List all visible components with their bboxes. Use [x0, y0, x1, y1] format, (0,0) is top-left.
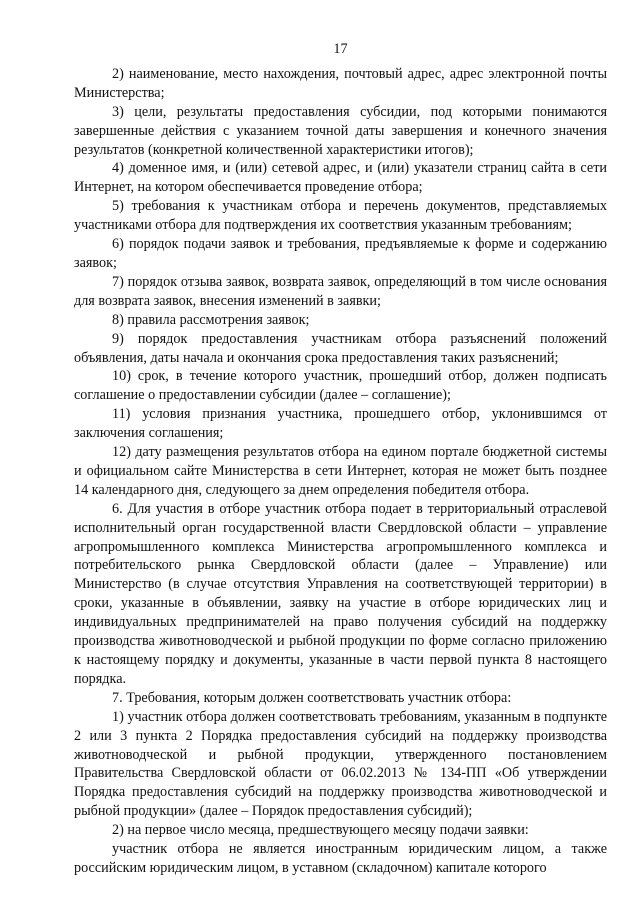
- paragraph-item-11: 11) условия признания участника, прошедшего отбор, уклонившимся от заключения соглашения;: [74, 406, 607, 442]
- paragraph-item-6: 6) порядок подачи заявок и требования, предъявляемые к форме и содержанию заявок;: [74, 236, 607, 271]
- paragraph-item-9: 9) порядок предоставления участникам отбора разъяснений положений объявления, даты начала и окончания срока предоставления таких разъяснений;: [74, 330, 607, 366]
- paragraph-item-4: 4) доменное имя, и (или) сетевой адрес, и (или) указатели страниц сайта в сети Интернет, на котором обеспечивается проведение отбора;: [74, 160, 607, 196]
- paragraph-item-10: 10) срок, в течение которого участник, прошедший отбор, должен подписать соглашение о предоставлении субсидии (далее – соглашение);: [74, 368, 607, 404]
- paragraph-item-2: 2) наименование, место нахождения, почтовый адрес, адрес электронной почты Министерства;: [74, 65, 607, 101]
- paragraph-item-3: 3) цели, результаты предоставления субсидии, под которыми понимаются завершенные действия с указанием точной даты завершения и конечного значения результатов (конкретной количественной характеристики итогов);: [74, 103, 607, 158]
- paragraph-item-12: 12) дату размещения результатов отбора на едином портале бюджетной системы и официальном сайте Министерства в сети Интернет, которая не может быть позднее 14 календарного дня, следующего за днем определения победителя отбора.: [74, 444, 607, 498]
- paragraph-point-6: 6. Для участия в отборе участник отбора подает в территориальный отраслевой исполнительный орган государственной власти Свердловской области – управление агропромышленного комплекса Министерства агропромышленного комплекса и потребительского рынка Свердловской области (далее – Управление) или Министерство (в случае отсутствия Управления на соответствующей территории) в сроки, указанные в объявлении, заявку на участие в отборе юридических лиц и индивидуальных предпринимателей на право получения субсидий на поддержку производства животноводческой и рыбной продукции по форме согласно приложению к настоящему порядку и документы, указанные в части первой пункта 8 настоящего порядка.: [74, 500, 607, 687]
- paragraph-item-7: 7) порядок отзыва заявок, возврата заявок, определяющий в том числе основания для возврата заявок, внесения изменений в заявки;: [74, 273, 607, 309]
- paragraph-point-7: 7. Требования, которым должен соответствовать участник отбора:: [112, 689, 512, 706]
- paragraph-requirement-2-continued: участник отбора не является иностранным юридическим лицом, а также российским юридическим лицом, в уставном (складочном) капитале которого: [74, 841, 607, 876]
- page-number: 17: [333, 41, 348, 57]
- paragraph-item-8: 8) правила рассмотрения заявок;: [112, 311, 310, 328]
- paragraph-item-5: 5) требования к участникам отбора и перечень документов, представляемых участниками отбора для подтверждения их соответствия указанным требованиям;: [74, 198, 607, 234]
- paragraph-requirement-1: 1) участник отбора должен соответствовать требованиям, указанным в подпункте 2 или 3 пункта 2 Порядка предоставления субсидий на поддержку производства животноводческой и рыбной продукции, утвержденного постановлением Правительства Свердловской области от 06.02.2013 № 134-ПП «Об утверждении Порядка предоставления субсидий на поддержку производства животноводческой и рыбной продукции» (далее – Порядок предоставления субсидий);: [74, 708, 607, 820]
- document-page: [74, 40, 607, 878]
- paragraph-requirement-2: 2) на первое число месяца, предшествующего месяцу подачи заявки:: [112, 822, 529, 839]
